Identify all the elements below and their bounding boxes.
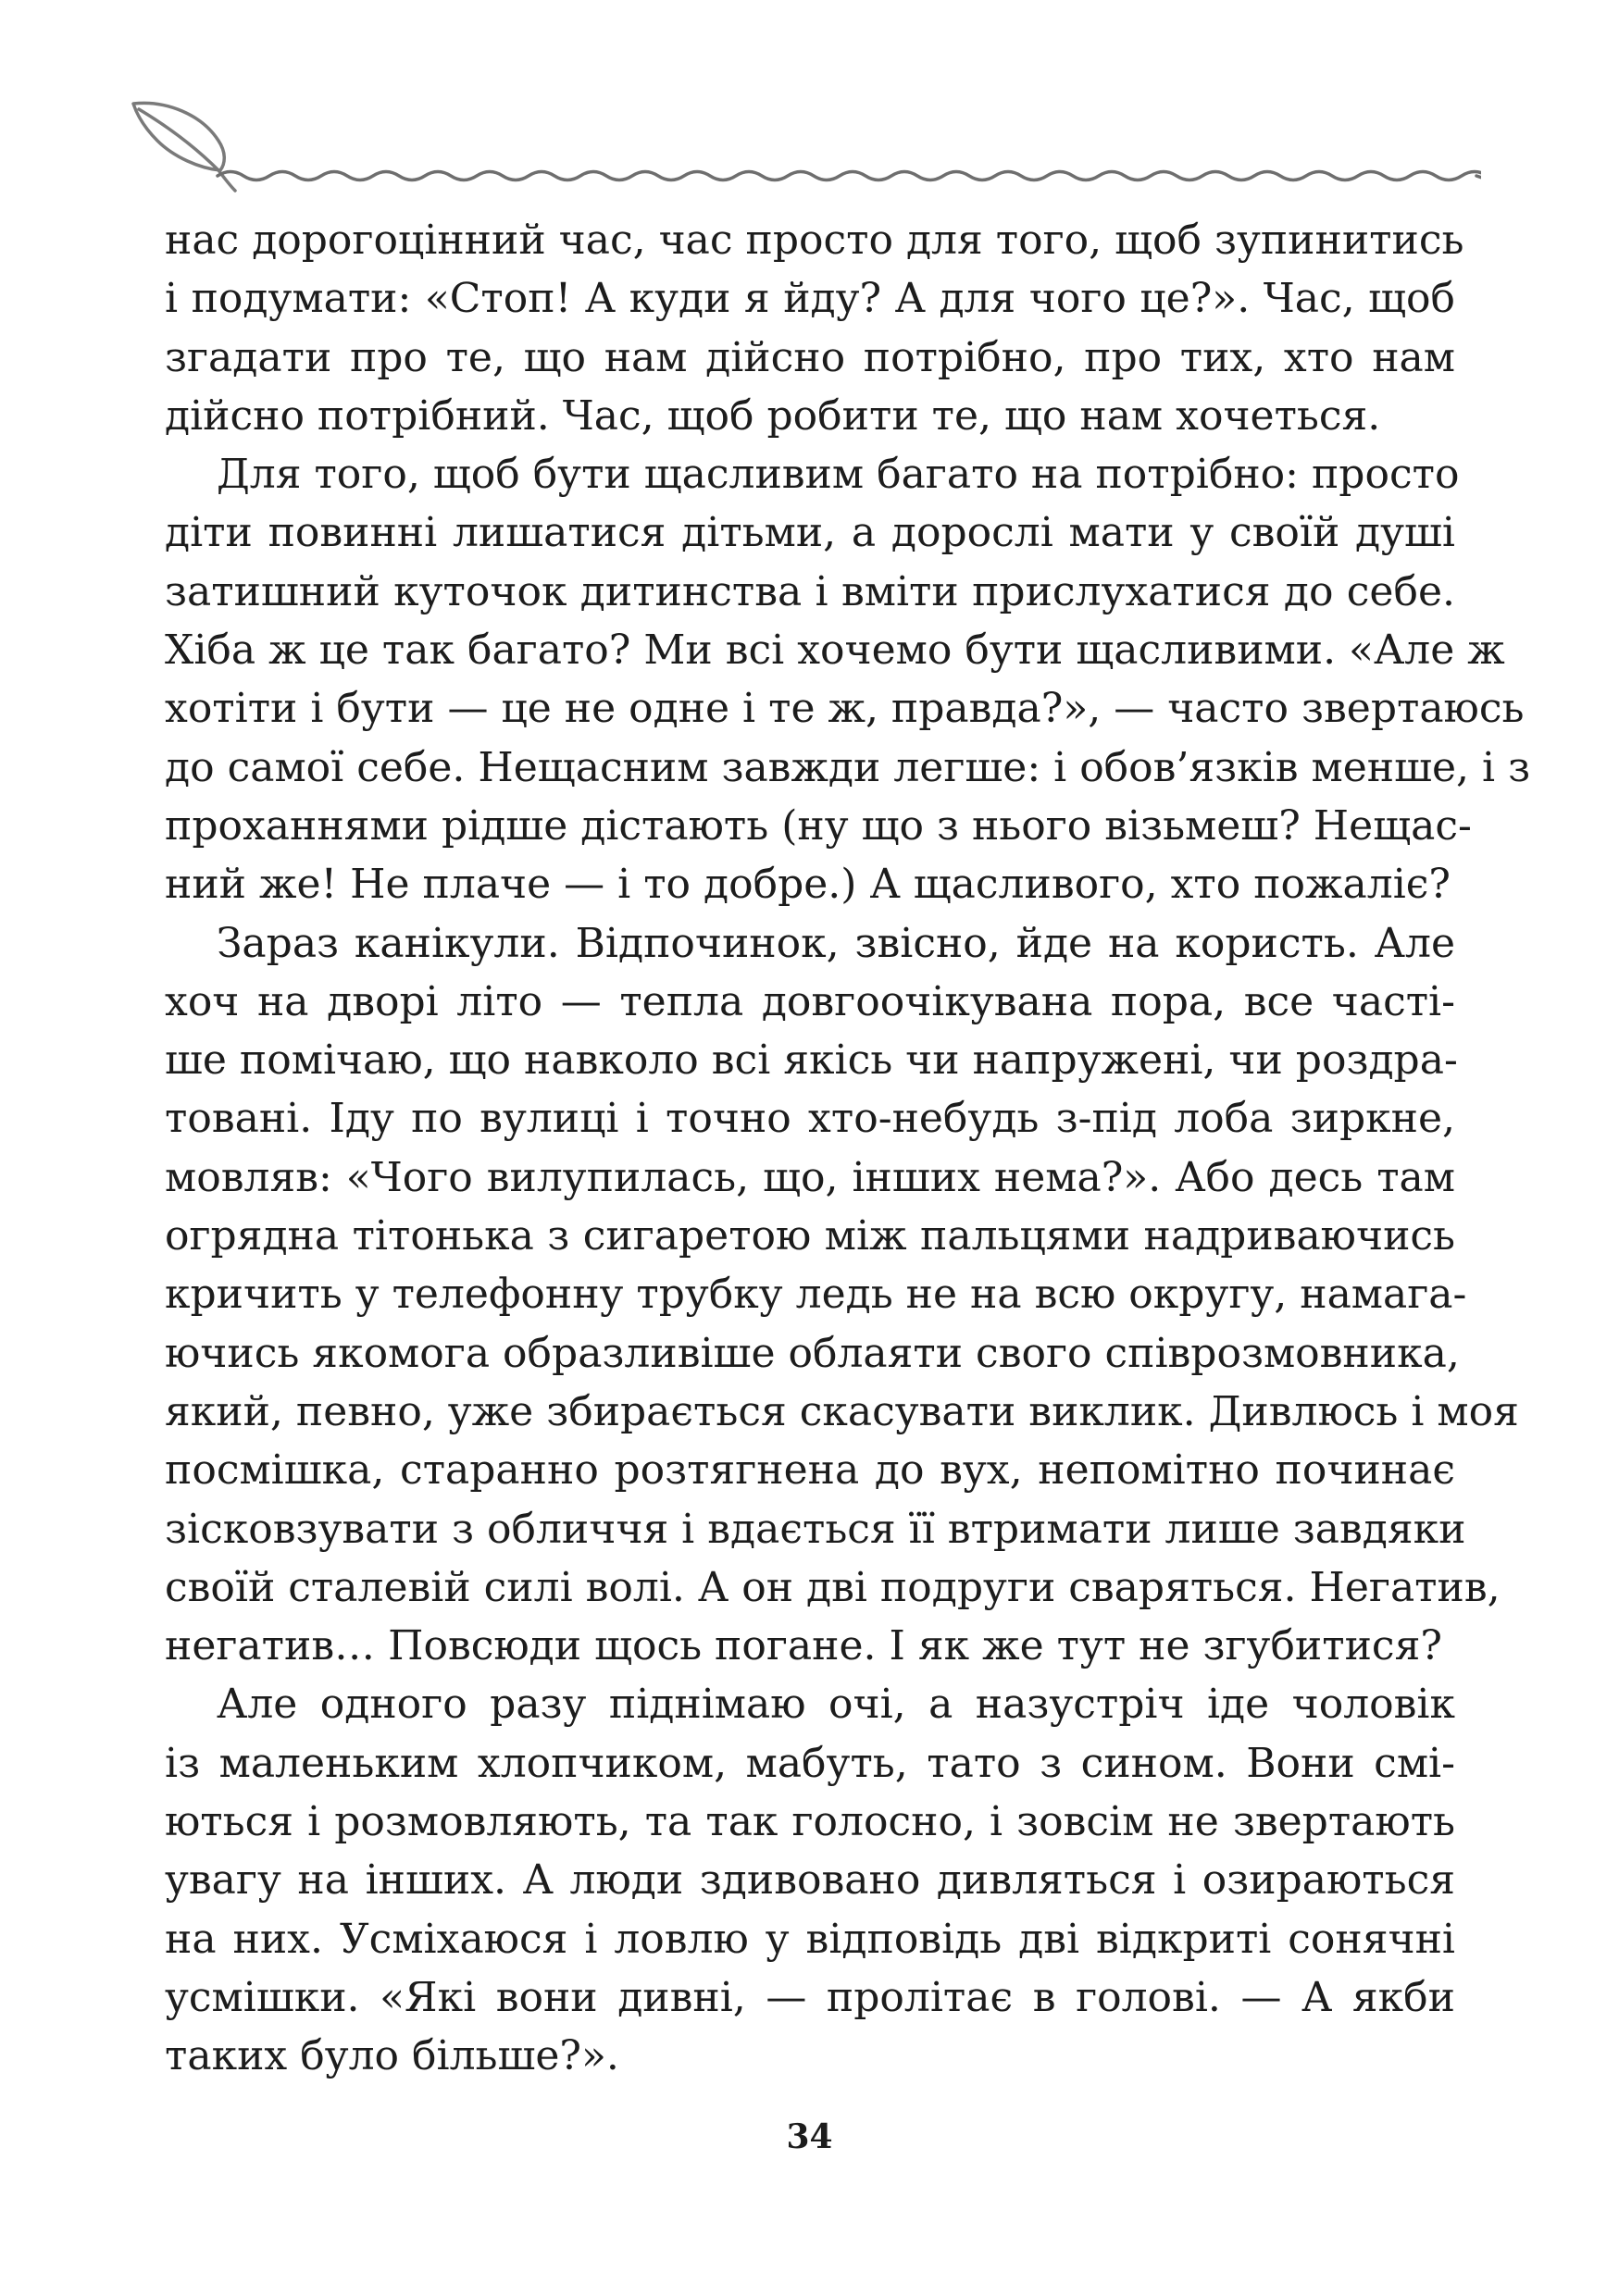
text-line: діти повинні лишатися дітьми, а дорослі мати у своїй душі — [165, 509, 1455, 557]
text-line: Але одного разу піднімаю очі, а назустріч іде чоловік — [217, 1681, 1455, 1729]
text-line: Хіба ж це так багато? Ми всі хочемо бути щасливими. «Але ж — [165, 627, 1505, 675]
text-line: товані. Іду по вулиці і точно хто-небудь з-під лоба зиркне, — [165, 1095, 1455, 1143]
text-line: своїй сталевій силі волі. А он дві подруги сваряться. Негатив, — [165, 1563, 1501, 1611]
text-line: який, певно, уже збирається скасувати виклик. Дивлюсь і моя — [165, 1387, 1519, 1435]
text-line: Зараз канікули. Відпочинок, звісно, йде на користь. Але — [217, 919, 1455, 967]
text-line: ються і розмовляють, та так голосно, і зовсім не звертають — [165, 1798, 1455, 1846]
text-line: хоч на дворі літо — тепла довгоочікувана пора, все часті- — [165, 977, 1455, 1025]
text-line: і подумати: «Стоп! А куди я йду? А для чого це?». Час, щоб — [165, 275, 1455, 323]
text-line: огрядна тітонька з сигаретою між пальцями надриваючись — [165, 1212, 1455, 1260]
text-line: ше помічаю, що навколо всі якісь чи напружені, чи роздра- — [165, 1036, 1458, 1085]
text-line: зісковзувати з обличчя і вдається її втримати лише завдяки — [165, 1505, 1466, 1553]
paragraph — [165, 445, 1531, 913]
text-line: із маленьким хлопчиком, мабуть, тато з сином. Вони смі- — [165, 1739, 1455, 1787]
text-line: нас дорогоцінний час, час просто для того, щоб зупинитись — [165, 217, 1464, 264]
text-line: негатив… Повсюди щось погане. І як же тут не згубитися? — [165, 1622, 1442, 1670]
paragraph — [165, 914, 1519, 1676]
text-line: на них. Усміхаюся і ловлю у відповідь дві відкриті сонячні — [165, 1915, 1455, 1963]
paragraph — [165, 1675, 1455, 2085]
text-line: кричить у телефонну трубку ледь не на всю округу, намага- — [165, 1271, 1467, 1319]
text-line: усмішки. «Які вони дивні, — пролітає в голові. — А якби — [165, 1973, 1455, 2021]
text-line: Для того, щоб бути щасливим багато на потрібно: просто — [217, 451, 1460, 499]
text-line: ючись якомога образливіше облаяти свого співрозмовника, — [165, 1329, 1460, 1377]
text-line: проханнями рідше дістають (ну що з нього візьмеш? Нещас- — [165, 801, 1472, 850]
text-line: увагу на інших. А люди здивовано дивляться і озираються — [165, 1856, 1455, 1905]
text-line: дійсно потрібний. Час, щоб робити те, що нам хочеться. — [165, 391, 1381, 440]
text-line: таких було більше?». — [165, 2032, 619, 2080]
text-line: ний же! Не плаче — і то добре.) А щасливого, хто пожаліє? — [165, 861, 1451, 909]
text-line: мовляв: «Чого вилупилась, що, інших нема?». Або десь там — [165, 1153, 1455, 1201]
text-line: до самої себе. Нещасним завжди легше: і обов’язків менше, і з — [165, 743, 1531, 791]
body-text — [165, 211, 1531, 2086]
paragraph — [165, 211, 1464, 445]
text-line: затишний куточок дитинства і вміти прислухатися до себе. — [165, 567, 1455, 615]
text-line: згадати про те, що нам дійсно потрібно, про тих, хто нам — [165, 333, 1455, 381]
text-line: хотіти і бути — це не одне і те ж, правда?», — часто звертаюсь — [165, 685, 1525, 733]
page-number: 34 — [786, 2117, 833, 2156]
feather-wave-ornament-icon — [130, 93, 1481, 194]
text-line: посмішка, старанно розтягнена до вух, непомітно починає — [165, 1446, 1455, 1495]
